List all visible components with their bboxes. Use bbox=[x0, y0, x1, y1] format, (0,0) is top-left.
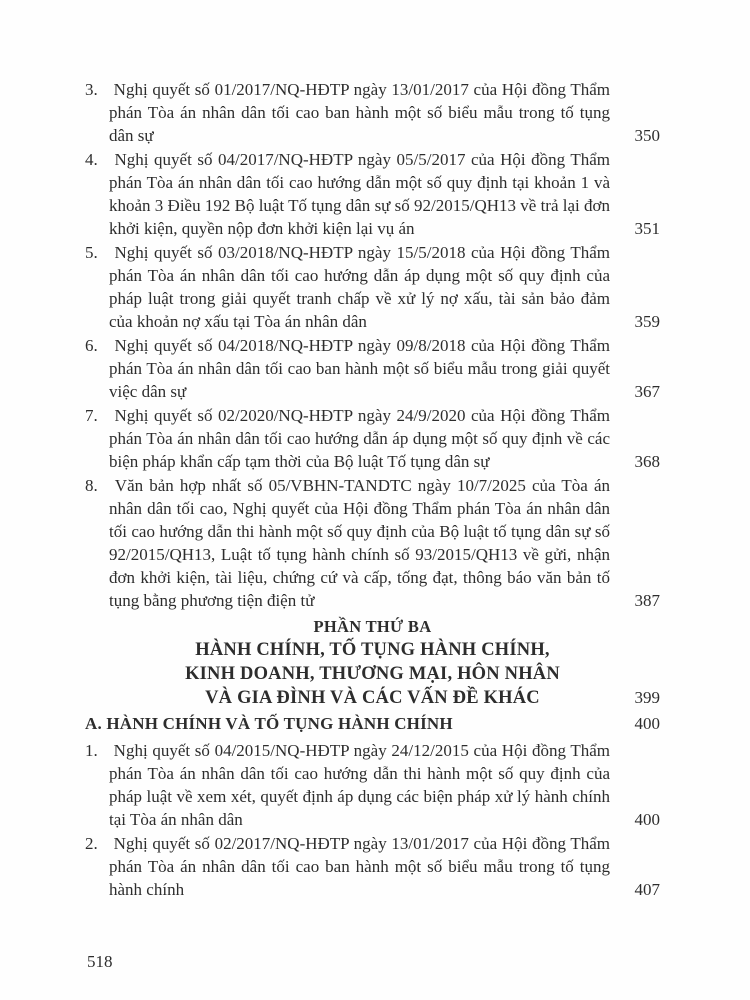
toc-entry-body bbox=[85, 832, 610, 901]
entry-text: Nghị quyết số 02/2017/NQ-HĐTP ngày 13/01/2017 của Hội đồng Thẩm phán Tòa án nhân dân tối cao ban hành một số biểu mẫu trong tố tụng hành chính bbox=[109, 834, 610, 899]
part-title-line-1: HÀNH CHÍNH, TỐ TỤNG HÀNH CHÍNH, bbox=[195, 640, 550, 660]
entry-number: 6. bbox=[85, 336, 98, 355]
entry-page-number: 350 bbox=[634, 126, 660, 145]
part-three-page-number: 399 bbox=[634, 688, 660, 707]
toc-entry bbox=[85, 148, 660, 240]
toc-entry-body bbox=[85, 404, 610, 473]
entry-text: Nghị quyết số 04/2017/NQ-HĐTP ngày 05/5/2017 của Hội đồng Thẩm phán Tòa án nhân dân tối cao hướng dẫn một số quy định tại khoản 1 và khoản 3 Điều 192 Bộ luật Tố tụng dân sự số 92/2015/QH13 về trả lại đơn khởi kiện, quyền nộp đơn khởi kiện lại vụ án bbox=[109, 150, 610, 238]
entry-text: Nghị quyết số 04/2018/NQ-HĐTP ngày 09/8/2018 của Hội đồng Thẩm phán Tòa án nhân dân tối cao ban hành một số biểu mẫu trong giải quyết việc dân sự bbox=[109, 336, 610, 401]
toc-entry bbox=[85, 334, 660, 403]
part-three-heading bbox=[85, 615, 660, 710]
entry-text: Nghị quyết số 01/2017/NQ-HĐTP ngày 13/01/2017 của Hội đồng Thẩm phán Tòa án nhân dân tối cao ban hành một số biểu mẫu trong tố tụng dân sự bbox=[109, 80, 610, 145]
toc-entry bbox=[85, 739, 660, 831]
toc-entry bbox=[85, 474, 660, 612]
section-a-page-number: 400 bbox=[634, 714, 660, 733]
entry-text: Văn bản hợp nhất số 05/VBHN-TANDTC ngày 10/7/2025 của Tòa án nhân dân tối cao, Nghị quyết của Hội đồng Thẩm phán Tòa án nhân dân tối cao hướng dẫn thi hành một số quy định của Bộ luật tố tụng dân sự số 92/2015/QH13, Luật tố tụng hành chính số 93/2015/QH13 về gửi, nhận đơn khởi kiện, tài liệu, chứng cứ và cấp, tống đạt, thông báo văn bản tố tụng bằng phương tiện điện tử bbox=[109, 476, 610, 610]
part-title-line-3: VÀ GIA ĐÌNH VÀ CÁC VẤN ĐỀ KHÁC bbox=[205, 688, 540, 708]
entry-page-number: 387 bbox=[634, 591, 660, 610]
entry-page-number: 407 bbox=[634, 880, 660, 899]
entry-page-number: 400 bbox=[634, 810, 660, 829]
section-a-heading bbox=[85, 712, 660, 736]
entry-page-number: 367 bbox=[634, 382, 660, 401]
entry-text: Nghị quyết số 02/2020/NQ-HĐTP ngày 24/9/2020 của Hội đồng Thẩm phán Tòa án nhân dân tối cao hướng dẫn áp dụng một số quy định về các biện pháp khẩn cấp tạm thời của Bộ luật Tố tụng dân sự bbox=[109, 406, 610, 471]
toc-list-part2 bbox=[85, 78, 660, 612]
entry-number: 4. bbox=[85, 150, 98, 169]
toc-entry bbox=[85, 241, 660, 333]
entry-text: Nghị quyết số 04/2015/NQ-HĐTP ngày 24/12/2015 của Hội đồng Thẩm phán Tòa án nhân dân tối cao hướng dẫn thi hành một số quy định của pháp luật về xem xét, quyết định áp dụng các biện pháp xử lý hành chính tại Tòa án nhân dân bbox=[109, 741, 610, 829]
entry-number: 5. bbox=[85, 243, 98, 262]
section-a-label: A. HÀNH CHÍNH VÀ TỐ TỤNG HÀNH CHÍNH bbox=[85, 714, 453, 733]
entry-number: 8. bbox=[85, 476, 98, 495]
part-title-line-2: KINH DOANH, THƯƠNG MẠI, HÔN NHÂN bbox=[185, 664, 560, 684]
entry-page-number: 368 bbox=[634, 452, 660, 471]
footer-page-number: 518 bbox=[87, 952, 113, 971]
entry-page-number: 359 bbox=[634, 312, 660, 331]
toc-entry-body bbox=[85, 241, 610, 333]
entry-number: 2. bbox=[85, 834, 98, 853]
entry-number: 3. bbox=[85, 80, 98, 99]
toc-entry bbox=[85, 78, 660, 147]
entry-page-number: 351 bbox=[634, 219, 660, 238]
toc-list-part3 bbox=[85, 739, 660, 901]
entry-text: Nghị quyết số 03/2018/NQ-HĐTP ngày 15/5/2018 của Hội đồng Thẩm phán Tòa án nhân dân tối cao hướng dẫn áp dụng một số quy định của pháp luật trong giải quyết tranh chấp về xử lý nợ xấu, tài sản bảo đảm của khoản nợ xấu tại Tòa án nhân dân bbox=[109, 243, 610, 331]
toc-entry-body bbox=[85, 78, 610, 147]
toc-entry-body bbox=[85, 148, 610, 240]
part-kicker: PHẦN THỨ BA bbox=[313, 617, 432, 636]
entry-number: 1. bbox=[85, 741, 98, 760]
toc-entry-body bbox=[85, 739, 610, 831]
entry-number: 7. bbox=[85, 406, 98, 425]
toc-entry-body bbox=[85, 334, 610, 403]
toc-entry bbox=[85, 832, 660, 901]
toc-entry bbox=[85, 404, 660, 473]
toc-entry-body bbox=[85, 474, 610, 612]
